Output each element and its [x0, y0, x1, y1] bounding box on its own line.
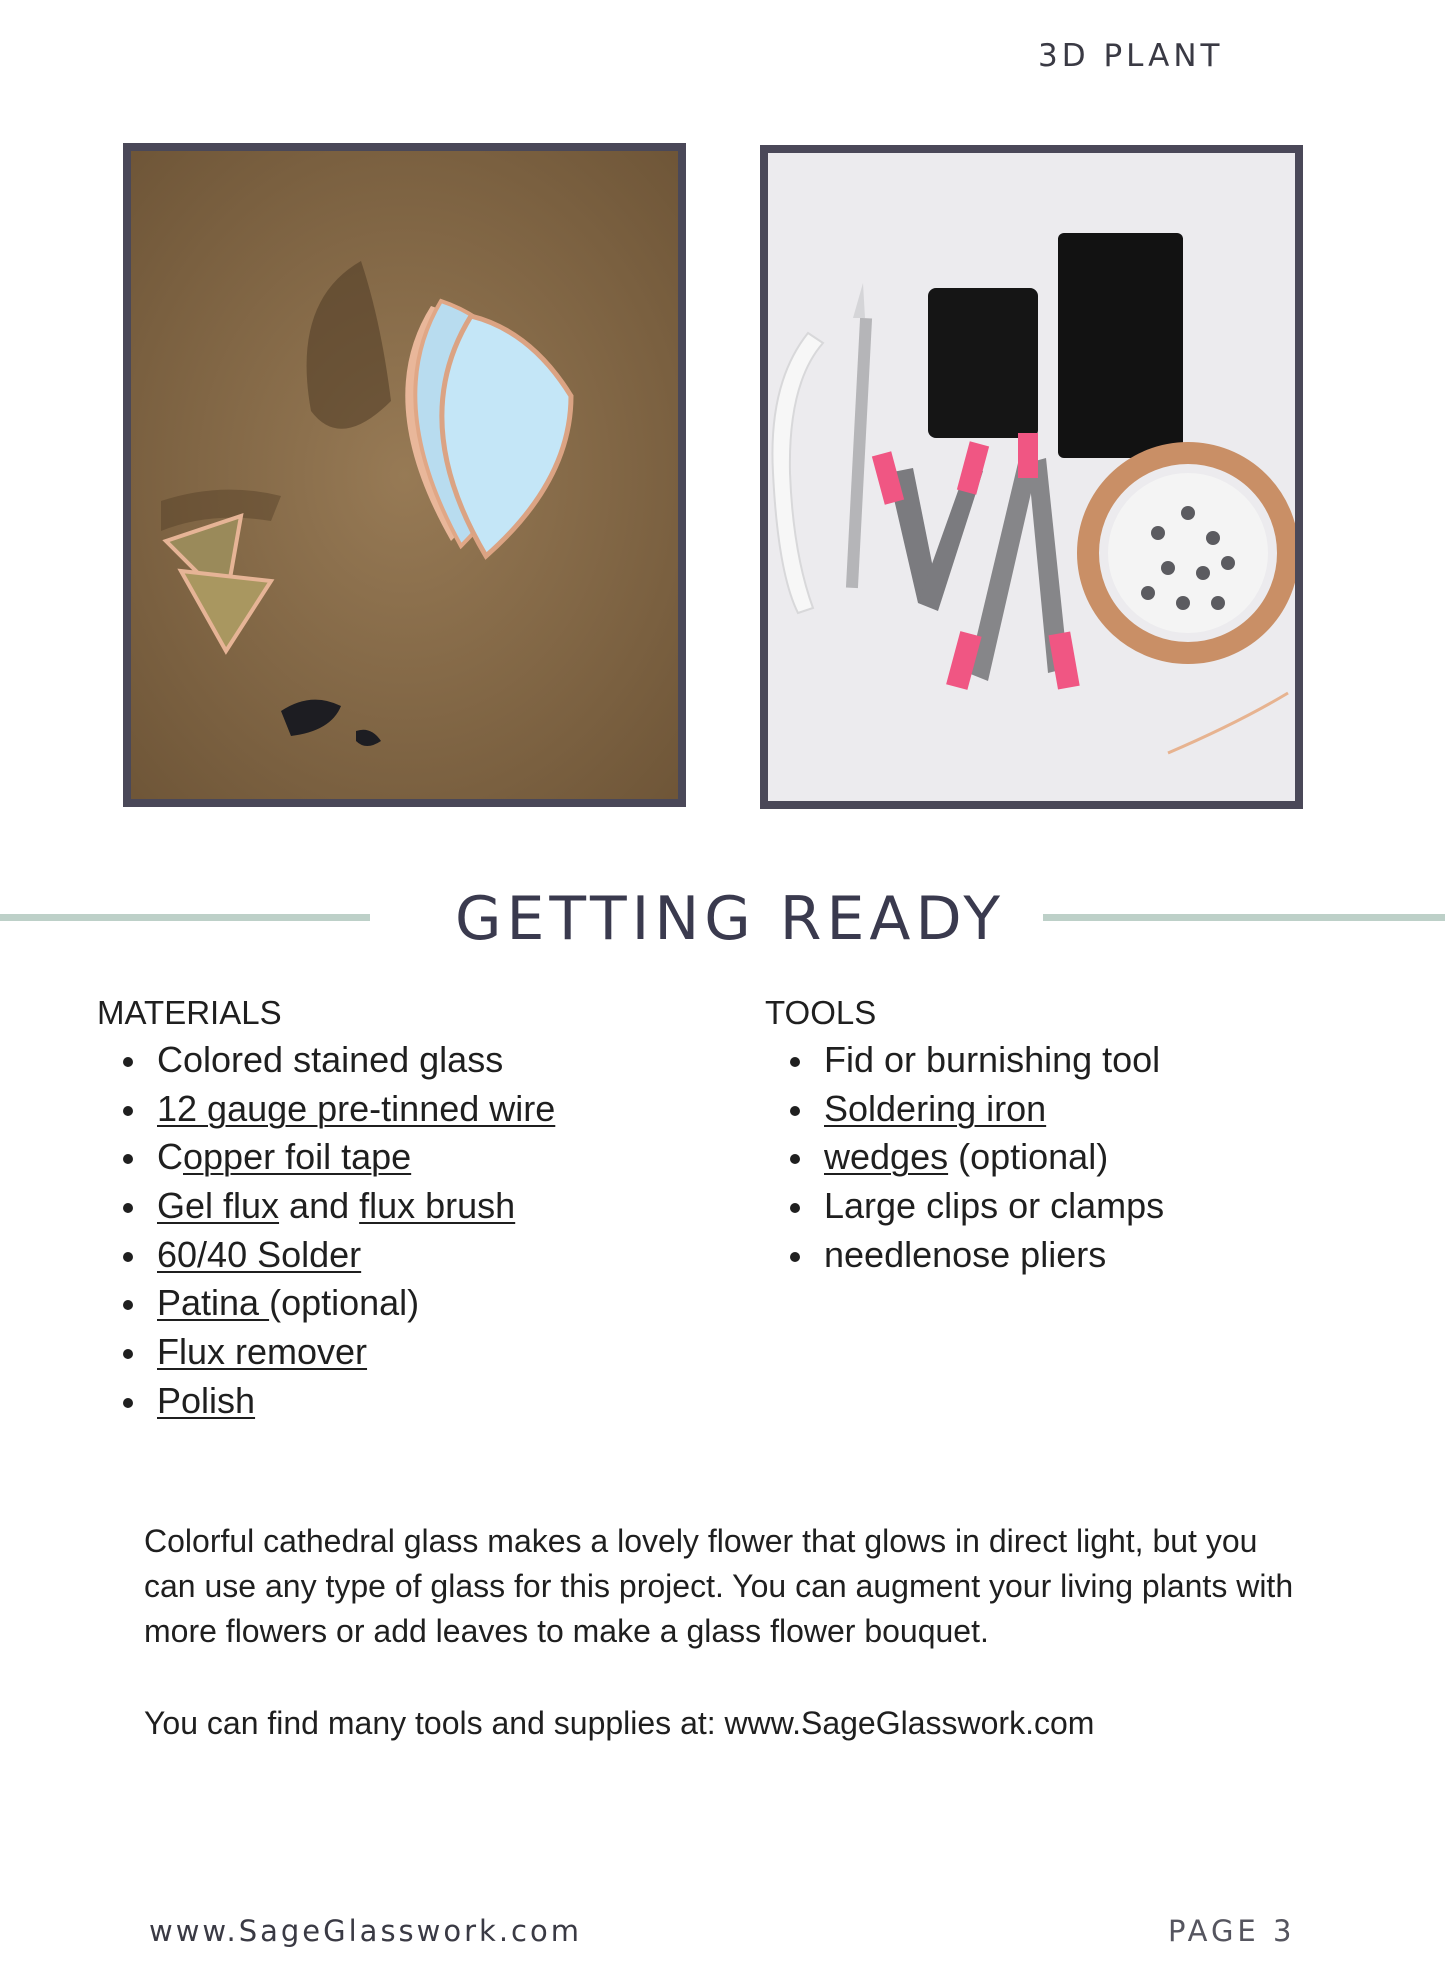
tools-item — [787, 1182, 1164, 1231]
document-header-title: 3D PLANT — [1038, 38, 1224, 74]
tools-item-text: needlenose pliers — [824, 1233, 1107, 1275]
glass-pieces-photo — [123, 143, 686, 807]
materials-item — [120, 1231, 555, 1280]
materials-item-link[interactable]: flux brush — [359, 1185, 516, 1227]
materials-item — [120, 1377, 555, 1426]
materials-item-link[interactable]: Gel flux — [157, 1185, 280, 1227]
section-heading: GETTING READY — [455, 884, 1006, 954]
materials-item-text: (optional) — [269, 1282, 420, 1324]
materials-item — [120, 1036, 555, 1085]
glass-pieces-illustration — [131, 151, 678, 799]
materials-heading: MATERIALS — [97, 994, 282, 1031]
tools-item — [787, 1133, 1164, 1182]
materials-item — [120, 1279, 555, 1328]
section-rule-right — [1043, 914, 1445, 921]
tools-heading: TOOLS — [765, 994, 877, 1031]
materials-item-link[interactable]: opper foil tape — [183, 1136, 412, 1178]
materials-item-text: C — [157, 1136, 183, 1178]
tools-item-link[interactable]: Soldering iron — [824, 1087, 1047, 1129]
tools-item-text: Fid or burnishing tool — [824, 1039, 1161, 1080]
footer-url: www.SageGlasswork.com — [149, 1914, 582, 1948]
materials-list — [120, 1036, 555, 1426]
tools-item — [787, 1036, 1164, 1085]
materials-item-link[interactable]: Patina — [157, 1282, 270, 1324]
supplies-paragraph: You can find many tools and supplies at: www.SageGlasswork.com — [144, 1705, 1095, 1741]
intro-paragraph: Colorful cathedral glass makes a lovely flower that glows in direct light, but you can use any type of glass for this project. You can augment your living plants with more flowers or add leaves to make a glass flower bouquet. — [144, 1523, 1294, 1649]
tools-item-link[interactable]: wedges — [824, 1136, 949, 1178]
tools-photo — [760, 145, 1303, 809]
materials-item — [120, 1133, 555, 1182]
materials-item — [120, 1182, 555, 1231]
section-rule-left — [0, 914, 370, 921]
materials-item-link[interactable]: Polish — [157, 1379, 256, 1421]
materials-item — [120, 1328, 555, 1377]
tools-list — [787, 1036, 1164, 1279]
materials-item-text: and — [279, 1185, 360, 1227]
materials-item-link[interactable]: 60/40 Solder — [157, 1233, 362, 1275]
tools-item — [787, 1085, 1164, 1134]
page-number: PAGE 3 — [1168, 1914, 1296, 1948]
materials-item-text: Colored stained glass — [157, 1039, 504, 1080]
materials-item-link[interactable]: 12 gauge pre-tinned wire — [157, 1087, 556, 1129]
tools-item — [787, 1231, 1164, 1280]
materials-item-link[interactable]: Flux remover — [157, 1331, 368, 1373]
tools-item-text: (optional) — [948, 1136, 1109, 1178]
materials-item — [120, 1085, 555, 1134]
tools-item-text: Large clips or clamps — [824, 1185, 1165, 1227]
tools-illustration — [768, 153, 1295, 801]
